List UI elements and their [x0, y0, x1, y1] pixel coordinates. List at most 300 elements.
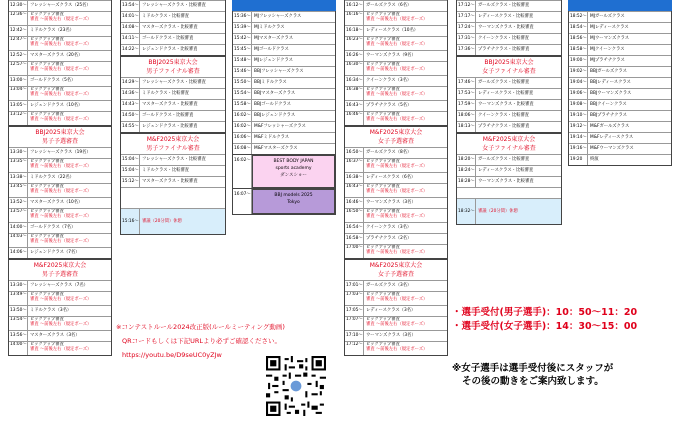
schedule-row: [121, 88, 225, 99]
row-label-main: ピックアップ審査: [366, 12, 400, 17]
schedule-row: [345, 341, 447, 355]
row-label: ウーマンズクラス（3名）: [366, 333, 416, 338]
row-label: レディースクラス・比較審査: [478, 168, 534, 173]
row-time: 17:00～: [345, 245, 364, 258]
schedule-row: [9, 147, 111, 158]
col3-block: [232, 11, 336, 155]
schedule-row: [233, 143, 335, 154]
schedule-row: [9, 11, 111, 25]
row-label: [28, 292, 91, 305]
row-time: 18:58～: [569, 45, 588, 55]
schedule-row: [569, 66, 671, 77]
schedule-row: [457, 154, 561, 165]
column-5: [456, 0, 562, 225]
row-label-sub: 審査 ～前後左右（規定ポーズ）: [30, 239, 92, 244]
row-time: 18:32～: [457, 199, 476, 224]
row-time: 17:03～: [345, 292, 364, 305]
col5-block-2: [456, 56, 562, 133]
header-title: M&F2025東京大会: [146, 136, 200, 143]
qr-code[interactable]: [266, 356, 326, 416]
header-title: M&F2025東京大会: [482, 136, 536, 143]
schedule-row: [233, 132, 335, 143]
row-label-sub: 審査 ～前後左右（規定ポーズ）: [366, 17, 428, 22]
row-label: BBJゴールドクラス: [254, 102, 291, 107]
rule-note-1: ※コンテストルール2024改正版(ルールミーティング動画): [116, 323, 285, 331]
row-label: [364, 12, 427, 25]
schedule-row: [457, 11, 561, 22]
dance-show-row: [232, 155, 336, 189]
row-time: 14:08～: [121, 23, 140, 33]
models-row: [232, 189, 336, 215]
row-time: 17:01～: [345, 281, 364, 291]
rule-url-link[interactable]: https://youtu.be/D9seUC0yZJw: [122, 351, 222, 359]
row-label: M&Fウーマンズクラス: [590, 146, 634, 151]
row-label-main: ピックアップ審査: [366, 112, 400, 117]
row-time: 16:02～: [233, 111, 252, 121]
dance-line-3: ダンスショー: [280, 173, 307, 178]
row-label-sub: 審査 ～前後左右（規定ポーズ）: [366, 117, 428, 122]
row-label: BBJレディースクラス: [590, 80, 631, 85]
row-label: MJレジェンドクラス: [254, 58, 293, 63]
row-label: [364, 87, 427, 100]
row-label: ゴールドクラス・比較審査: [142, 113, 194, 118]
schedule-row: [233, 110, 335, 121]
col2-header-2: [121, 56, 225, 77]
row-label-sub: 審査 ～前後左右（規定ポーズ）: [30, 214, 92, 219]
column-1: [8, 0, 112, 356]
row-time: 13:57～: [9, 209, 28, 222]
row-label-main: ピックアップ審査: [30, 292, 64, 297]
schedule-row: [233, 88, 335, 99]
row-time: 16:02～: [233, 122, 252, 132]
row-label: MJクイーンクラス: [590, 47, 625, 52]
row-label: フレッシャーズクラス（7名）: [30, 283, 88, 288]
header-title: BBJ2025東京大会: [484, 59, 534, 66]
row-time: 17:12～: [457, 1, 476, 11]
row-label: BBJフレッシャーズクラス: [254, 69, 304, 74]
row-label: 終演: [590, 157, 599, 162]
row-label: レディースクラス（6名）: [366, 175, 416, 180]
row-time: 15:39～: [233, 23, 252, 33]
row-time: 12:47～: [9, 37, 28, 50]
row-time: 19:20: [569, 155, 588, 165]
column-3: [232, 0, 336, 215]
row-time: 16:16～: [345, 12, 364, 25]
header-subtitle: 女子ファイナル審査: [482, 68, 536, 75]
schedule-row: [121, 0, 225, 11]
qr-code-icon: [266, 356, 326, 416]
schedule-row: [457, 165, 561, 176]
schedule-row: [345, 183, 447, 197]
header-subtitle: 女子予選審査: [377, 138, 414, 145]
header-title: BBJ2025東京大会: [35, 129, 85, 136]
schedule-row: [457, 44, 561, 55]
col2-block-3: [120, 133, 226, 235]
row-label: M&Fレディースクラス: [590, 135, 634, 140]
schedule-row: [569, 132, 671, 143]
row-time: 12:30～: [9, 1, 28, 11]
row-label-main: ピックアップ審査: [30, 37, 64, 42]
row-label-sub: 審査 ～前後左右（規定ポーズ）: [366, 297, 428, 302]
row-label: ガールズクラス（8名）: [366, 150, 412, 155]
row-label: M&Fガールズクラス: [590, 124, 630, 129]
row-label: [28, 234, 91, 247]
row-time: 13:30～: [9, 148, 28, 158]
schedule-row: [121, 77, 225, 88]
schedule-row: [233, 44, 335, 55]
schedule-row: [345, 233, 447, 244]
row-label-main: ピックアップ審査: [30, 317, 64, 322]
schedule-row: [345, 158, 447, 172]
row-label: プラチナクラス（2名）: [366, 236, 412, 241]
col2-block-2: [120, 56, 226, 133]
row-label: フレッシャーズクラス（19名）: [30, 150, 91, 155]
row-label: マスターズクラス（3名）: [30, 333, 80, 338]
schedule-row: [9, 291, 111, 305]
models-line-1: BBJ models 2025: [274, 193, 313, 198]
row-time: 14:00～: [9, 223, 28, 233]
schedule-row: [457, 77, 561, 88]
row-label: ガールズクラス（3名）: [366, 283, 412, 288]
row-label: プラチナクラス・比較審査: [478, 124, 530, 129]
row-time: 16:18～: [345, 26, 364, 36]
row-time: 12:42～: [9, 26, 28, 36]
row-time: 18:56～: [569, 34, 588, 44]
row-label-main: ピックアップ審査: [30, 184, 64, 189]
row-label: ガールズクラス・比較審査: [478, 157, 530, 162]
reception-female: ・選手受付(女子選手)：14：30～15：00: [452, 321, 638, 332]
row-label: MJレディースクラス: [590, 25, 629, 30]
column-2: [120, 0, 226, 235]
col4-top-block: [344, 0, 448, 126]
row-label-main: ピックアップ審査: [366, 159, 400, 164]
row-label: M&Fフレッシャーズクラス: [254, 124, 306, 129]
row-time: 19:04～: [569, 78, 588, 88]
row-time: 14:36～: [121, 89, 140, 99]
row-time: 17:07～: [345, 317, 364, 330]
schedule-row: [345, 147, 447, 158]
schedule-row: [121, 11, 225, 22]
row-time: 13:30～: [9, 281, 28, 291]
schedule-row: [9, 86, 111, 100]
schedule-row: [457, 176, 561, 187]
row-label: マスターズクラス（10名）: [30, 200, 83, 205]
row-label: プラチナクラス（5名）: [366, 103, 412, 108]
row-time: 14:06～: [9, 248, 28, 258]
dance-line-2: sports academy: [275, 166, 312, 171]
header-subtitle: 女子予選審査: [377, 271, 414, 278]
row-label-main: ピックアップ審査: [366, 292, 400, 297]
row-label: [364, 292, 427, 305]
row-label-sub: 審査 ～前後左右（規定ポーズ）: [30, 17, 92, 22]
row-time: 13:45～: [9, 184, 28, 197]
schedule-row: [345, 36, 447, 50]
row-label: MJミドルクラス: [254, 25, 285, 30]
row-time: 18:20～: [457, 155, 476, 165]
row-time: 16:26～: [345, 51, 364, 61]
row-time: 15:46～: [233, 67, 252, 77]
row-time: 15:54～: [233, 89, 252, 99]
row-label-sub: 審査 ～前後左右（規定ポーズ）: [366, 92, 428, 97]
schedule-row: [345, 61, 447, 75]
col4-header-3: [345, 259, 447, 280]
schedule-row: [345, 280, 447, 291]
row-label: マスターズクラス・比較審査: [142, 179, 198, 184]
row-time: 14:11～: [121, 34, 140, 44]
row-label-sub: 審査 ～前後左右（規定ポーズ）: [30, 189, 92, 194]
row-label: [364, 209, 427, 222]
row-label-sub: 審査 ～前後左右（規定ポーズ）: [30, 164, 92, 169]
row-time: 17:53～: [457, 89, 476, 99]
schedule-row: [233, 77, 335, 88]
col1-block-3: [8, 259, 112, 356]
header-title: BBJ2025東京大会: [148, 59, 198, 66]
schedule-row: [569, 77, 671, 88]
row-label: クイーンクラス（3名）: [366, 225, 412, 230]
schedule-row: [233, 121, 335, 132]
schedule-row: [121, 154, 225, 165]
col5-header-3: [457, 133, 561, 154]
row-label: ウーマンズクラス・比較審査: [478, 25, 534, 30]
row-time: 17:46～: [457, 78, 476, 88]
row-time: 15:04～: [121, 166, 140, 176]
col5-top-block: [456, 0, 562, 56]
row-time: 18:06～: [457, 111, 476, 121]
schedule-row: [9, 0, 111, 11]
schedule-row: [121, 99, 225, 110]
row-time: 14:29～: [121, 78, 140, 88]
row-time: 13:05～: [9, 101, 28, 111]
row-time: 14:00～: [9, 342, 28, 355]
row-time: 12:57～: [9, 62, 28, 75]
row-label: 審議（20分間）休憩: [142, 219, 182, 224]
female-note-1: ※女子選手は選手受付後にスタッフが: [452, 363, 614, 374]
row-label: レジェンドクラス・比較審査: [142, 124, 198, 129]
row-time: 17:10～: [345, 331, 364, 341]
row-time: 13:52～: [9, 198, 28, 208]
schedule-row: [569, 154, 671, 165]
schedule-row: [569, 110, 671, 121]
schedule-row: [569, 88, 671, 99]
row-label: MJプラチナクラス: [590, 58, 625, 63]
schedule-row: [345, 75, 447, 86]
schedule-row: [569, 55, 671, 66]
row-time: 18:52～: [569, 12, 588, 22]
row-label-main: ピックアップ審査: [366, 37, 400, 42]
schedule-row: [121, 22, 225, 33]
header-subtitle: 男子ファイナル審査: [146, 145, 200, 152]
row-time: 16:43～: [345, 184, 364, 197]
header-subtitle: 男子予選審査: [41, 138, 78, 145]
row-label-main: ピックアップ審査: [366, 62, 400, 67]
row-label: ミドルクラス・比較審査: [142, 91, 190, 96]
row-label: [28, 87, 91, 100]
row-label: レディースクラス・比較審査: [478, 91, 534, 96]
schedule-row: [9, 100, 111, 111]
row-time: 16:50～: [345, 209, 364, 222]
row-time: 13:49～: [9, 292, 28, 305]
row-time: 16:43～: [345, 101, 364, 111]
row-time: 13:35～: [9, 159, 28, 172]
row-label: レディースクラス（3名）: [366, 308, 416, 313]
header-subtitle: 男子予選審査: [41, 271, 78, 278]
row-label-sub: 審査 ～前後左右（規定ポーズ）: [366, 347, 428, 352]
row-label-main: ピックアップ審査: [30, 112, 64, 117]
row-time: 17:24～: [457, 23, 476, 33]
row-label: M&Fマスターズクラス: [254, 146, 298, 151]
schedule-row: [9, 111, 111, 125]
rule-note-2: QRコードもしくは下記URLより必ずご確認ください。: [122, 337, 282, 345]
schedule-row: [345, 100, 447, 111]
row-label: レディースクラス（10名）: [366, 28, 419, 33]
row-time: 19:02～: [569, 67, 588, 77]
row-label: [28, 62, 91, 75]
col5-block-3: [456, 133, 562, 225]
row-time: 13:12～: [9, 112, 28, 125]
row-label: ウーマンズクラス・比較審査: [478, 102, 534, 107]
row-label: [364, 245, 427, 258]
col1-header-2: [9, 126, 111, 147]
row-label: MJフレッシャーズクラス: [254, 14, 302, 19]
header-title: M&F2025東京大会: [369, 129, 423, 136]
row-label-main: ピックアップ審査: [30, 62, 64, 67]
row-time: 13:00～: [9, 76, 28, 86]
row-label-main: ピックアップ審査: [366, 87, 400, 92]
row-time: 14:43～: [121, 100, 140, 110]
row-time: 15:48～: [233, 56, 252, 66]
row-label: クイーンクラス・比較審査: [478, 36, 530, 41]
schedule-row: [457, 88, 561, 99]
row-time: 15:50～: [233, 78, 252, 88]
models-line-2: Tokyo: [287, 200, 300, 205]
row-label-sub: 審査 ～前後左右（規定ポーズ）: [366, 250, 428, 255]
schedule-row: [345, 316, 447, 330]
schedule-row: [233, 66, 335, 77]
row-time: 14:03～: [9, 234, 28, 247]
row-label: フレッシャーズクラス・比較審査: [142, 157, 206, 162]
row-label: 審議（20分間）休憩: [478, 209, 518, 214]
row-label-main: ピックアップ審査: [30, 342, 64, 347]
schedule-row: [9, 25, 111, 36]
row-label: ガールズクラス・比較審査: [478, 80, 530, 85]
row-time: 16:46～: [345, 198, 364, 208]
row-time: 15:04～: [121, 155, 140, 165]
col5-header-2: [457, 56, 561, 77]
row-time: 14:01～: [121, 12, 140, 22]
row-label-main: ピックアップ審査: [366, 245, 400, 250]
header-title: M&F2025東京大会: [369, 262, 423, 269]
row-label: ウーマンズクラス（9名）: [366, 53, 416, 58]
row-time: 16:07～: [233, 189, 252, 214]
row-time: 15:45～: [233, 45, 252, 55]
schedule-row: [121, 176, 225, 187]
schedule-row: [9, 341, 111, 355]
schedule-row: [233, 99, 335, 110]
row-time: 13:50～: [9, 306, 28, 316]
row-time: 15:16～: [121, 209, 140, 234]
row-label: BBJマスターズクラス: [254, 91, 296, 96]
row-label: フレッシャーズクラス・比較審査: [142, 80, 206, 85]
row-time: 18:13～: [457, 122, 476, 132]
row-time: 17:12～: [345, 342, 364, 355]
row-time: 19:08～: [569, 100, 588, 110]
row-label: レジェンドクラス（10名）: [30, 103, 83, 108]
col2-header-3: [121, 133, 225, 154]
row-label-main: ピックアップ審査: [30, 234, 64, 239]
row-label: [364, 37, 427, 50]
row-label: ミドルクラス（3名）: [30, 308, 72, 313]
row-time: 16:38～: [345, 87, 364, 100]
row-label: ウーマンズクラス・比較審査: [478, 179, 534, 184]
row-label: [364, 62, 427, 75]
female-note-2: その後の動きをご案内致します。: [462, 376, 604, 387]
row-time: 16:37～: [345, 159, 364, 172]
row-time: 16:38～: [345, 173, 364, 183]
row-time: 17:59～: [457, 100, 476, 110]
col4-block-3: [344, 259, 448, 356]
schedule-row: [569, 33, 671, 44]
row-time: 18:24～: [457, 166, 476, 176]
schedule-row: [9, 36, 111, 50]
schedule-row: [457, 22, 561, 33]
schedule-row: [569, 143, 671, 154]
row-label: MJゴールドクラス: [254, 47, 289, 52]
row-label: [28, 112, 91, 125]
schedule-row: [121, 121, 225, 132]
schedule-row: [233, 11, 335, 22]
row-time: 16:46～: [345, 112, 364, 125]
row-label: [364, 184, 427, 197]
row-label-sub: 審査 ～前後左右（規定ポーズ）: [30, 42, 92, 47]
col6-block: [568, 11, 672, 166]
row-time: 16:23～: [345, 37, 364, 50]
row-label-main: ピックアップ審査: [366, 342, 400, 347]
row-label: ミドルクラス（22名）: [30, 175, 74, 180]
col3-header-bar: [232, 0, 336, 11]
row-time: 17:05～: [345, 306, 364, 316]
schedule-row: [121, 110, 225, 121]
row-label: [28, 317, 91, 330]
row-time: 17:31～: [457, 34, 476, 44]
col4-block-2: [344, 126, 448, 259]
row-label: ガールズクラス（6名）: [366, 3, 412, 8]
schedule-row: [9, 61, 111, 75]
row-label-sub: 審査 ～前後左右（規定ポーズ）: [30, 92, 92, 97]
header-subtitle: 男子ファイナル審査: [146, 68, 200, 75]
row-time: 16:06～: [233, 133, 252, 143]
row-label: [364, 342, 427, 355]
row-label: クイーンクラス・比較審査: [478, 113, 530, 118]
break-row: [457, 198, 561, 224]
schedule-row: [9, 330, 111, 341]
dance-line-1: BEST BODY JAPAN: [273, 159, 314, 164]
row-label: MJガールズクラス: [590, 14, 625, 19]
row-label: レディースクラス・比較審査: [478, 14, 534, 19]
row-label: [364, 317, 427, 330]
row-label-sub: 審査 ～前後左右（規定ポーズ）: [366, 164, 428, 169]
schedule-row: [457, 33, 561, 44]
row-label: [28, 209, 91, 222]
row-time: 16:54～: [345, 223, 364, 233]
col1-top-block: [8, 0, 112, 126]
row-time: 12:36～: [9, 12, 28, 25]
schedule-row: [9, 247, 111, 258]
row-time: 16:02～: [233, 155, 252, 188]
column-4: [344, 0, 448, 356]
column-6: [568, 0, 672, 166]
row-label: BBJプラチナクラス: [590, 113, 627, 118]
row-label: [28, 159, 91, 172]
